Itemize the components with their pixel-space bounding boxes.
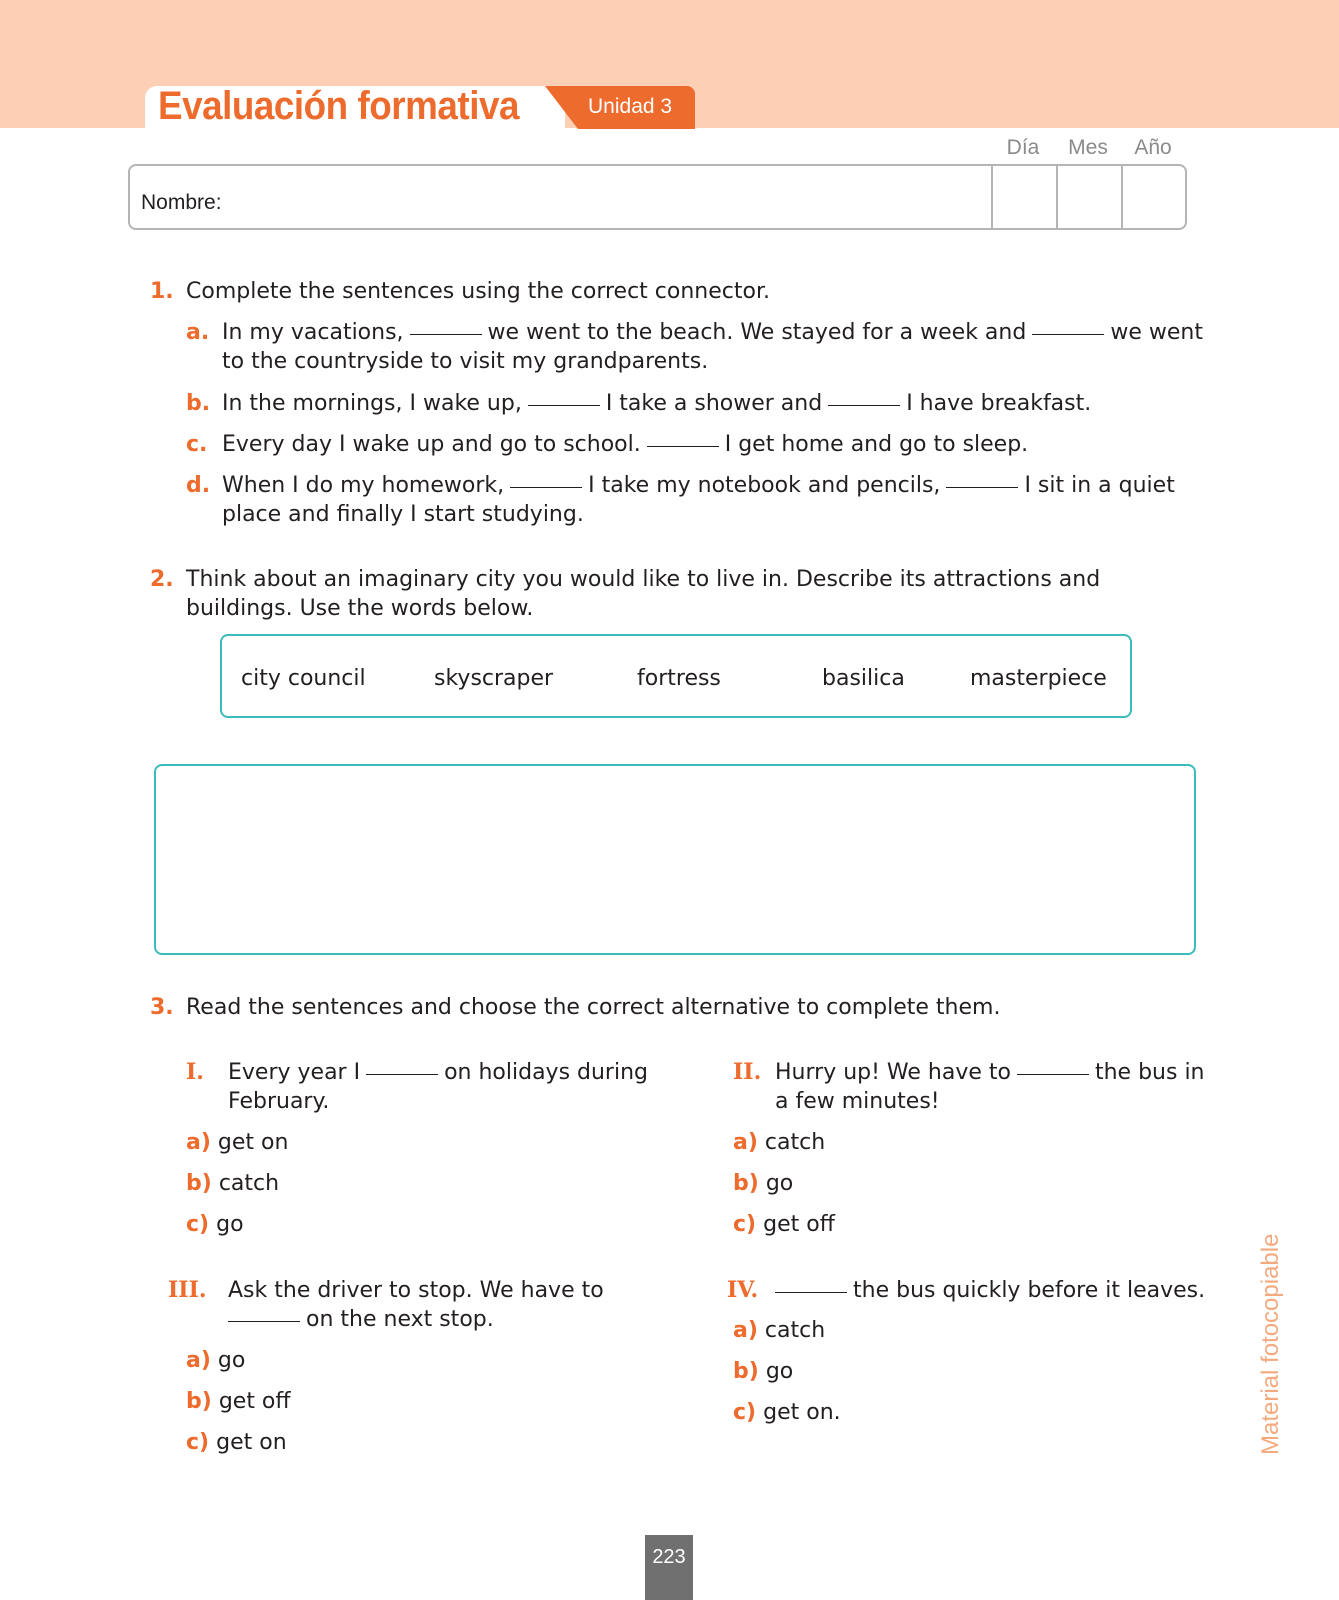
item-letter: c. xyxy=(186,432,208,457)
word-bank-item: skyscraper xyxy=(434,666,554,691)
word-bank-item: basilica xyxy=(822,666,905,691)
answer-blank[interactable] xyxy=(1032,334,1104,335)
question-number: 1. xyxy=(150,279,174,304)
option[interactable]: c) get on xyxy=(186,1430,287,1455)
option[interactable]: c) get on. xyxy=(733,1400,841,1425)
answer-blank[interactable] xyxy=(1017,1074,1089,1075)
side-label: Material fotocopiable xyxy=(1257,1233,1284,1455)
option[interactable]: a) catch xyxy=(733,1130,826,1155)
option[interactable]: b) get off xyxy=(186,1389,291,1414)
option[interactable]: b) go xyxy=(733,1359,794,1384)
answer-blank[interactable] xyxy=(828,405,900,406)
answer-blank[interactable] xyxy=(366,1074,438,1075)
sentence-line: Ask the driver to stop. We have to xyxy=(228,1278,604,1303)
sentence-line: February. xyxy=(228,1089,330,1114)
day-field[interactable] xyxy=(993,166,1055,228)
name-label: Nombre: xyxy=(141,191,222,214)
sentence-line: In my vacations, we went to the beach. We stayed for a week and we went xyxy=(222,320,1203,345)
page-title: Evaluación formativa xyxy=(158,84,519,128)
date-label-month: Mes xyxy=(1068,136,1108,159)
group-numeral: III. xyxy=(168,1277,207,1303)
writing-area[interactable] xyxy=(154,764,1196,955)
question-number: 2. xyxy=(150,567,174,592)
date-label-day: Día xyxy=(1006,136,1040,159)
answer-blank[interactable] xyxy=(775,1292,847,1293)
month-field[interactable] xyxy=(1058,166,1120,228)
item-letter: a. xyxy=(186,320,210,345)
item-letter: b. xyxy=(186,391,211,416)
answer-blank[interactable] xyxy=(647,446,719,447)
date-label-year: Año xyxy=(1134,136,1172,159)
option[interactable]: a) go xyxy=(186,1348,246,1373)
group-numeral: I. xyxy=(186,1059,204,1085)
word-bank-item: fortress xyxy=(637,666,721,691)
option[interactable]: c) go xyxy=(186,1212,244,1237)
sentence-line: Hurry up! We have to the bus in xyxy=(775,1060,1205,1085)
sentence-line: the bus quickly before it leaves. xyxy=(769,1276,1205,1305)
page-number: 223 xyxy=(652,1546,686,1568)
sentence-line: to the countryside to visit my grandparents. xyxy=(222,349,709,374)
sentence-line: a few minutes! xyxy=(775,1089,940,1114)
question-instruction: Complete the sentences using the correct connector. xyxy=(186,279,770,304)
option[interactable]: a) catch xyxy=(733,1318,826,1343)
word-bank-item: masterpiece xyxy=(970,666,1107,691)
sentence-line: When I do my homework, I take my notebook and pencils, I sit in a quiet xyxy=(222,473,1175,498)
sentence-line: place and finally I start studying. xyxy=(222,502,584,527)
item-letter: d. xyxy=(186,473,211,498)
group-numeral: IV. xyxy=(727,1277,759,1303)
question-instruction: Think about an imaginary city you would like to live in. Describe its attractions and xyxy=(186,567,1101,592)
answer-blank[interactable] xyxy=(510,487,582,488)
unit-label: Unidad 3 xyxy=(588,95,673,118)
sentence-line: on the next stop. xyxy=(222,1305,494,1334)
option[interactable]: c) get off xyxy=(733,1212,835,1237)
sentence-line: In the mornings, I wake up, I take a shower and I have breakfast. xyxy=(222,391,1092,416)
sentence-line: Every year I on holidays during xyxy=(228,1060,648,1085)
option[interactable]: b) go xyxy=(733,1171,794,1196)
group-numeral: II. xyxy=(733,1059,762,1085)
question-number: 3. xyxy=(150,995,174,1020)
year-field[interactable] xyxy=(1123,166,1185,228)
question-instruction: buildings. Use the words below. xyxy=(186,596,534,621)
sentence-line: Every day I wake up and go to school. I get home and go to sleep. xyxy=(222,432,1029,457)
answer-blank[interactable] xyxy=(946,487,1018,488)
question-instruction: Read the sentences and choose the correct alternative to complete them. xyxy=(186,995,1001,1020)
answer-blank[interactable] xyxy=(528,405,600,406)
option[interactable]: b) catch xyxy=(186,1171,280,1196)
word-bank-item: city council xyxy=(241,666,366,691)
answer-blank[interactable] xyxy=(228,1321,300,1322)
answer-blank[interactable] xyxy=(410,334,482,335)
option[interactable]: a) get on xyxy=(186,1130,289,1155)
